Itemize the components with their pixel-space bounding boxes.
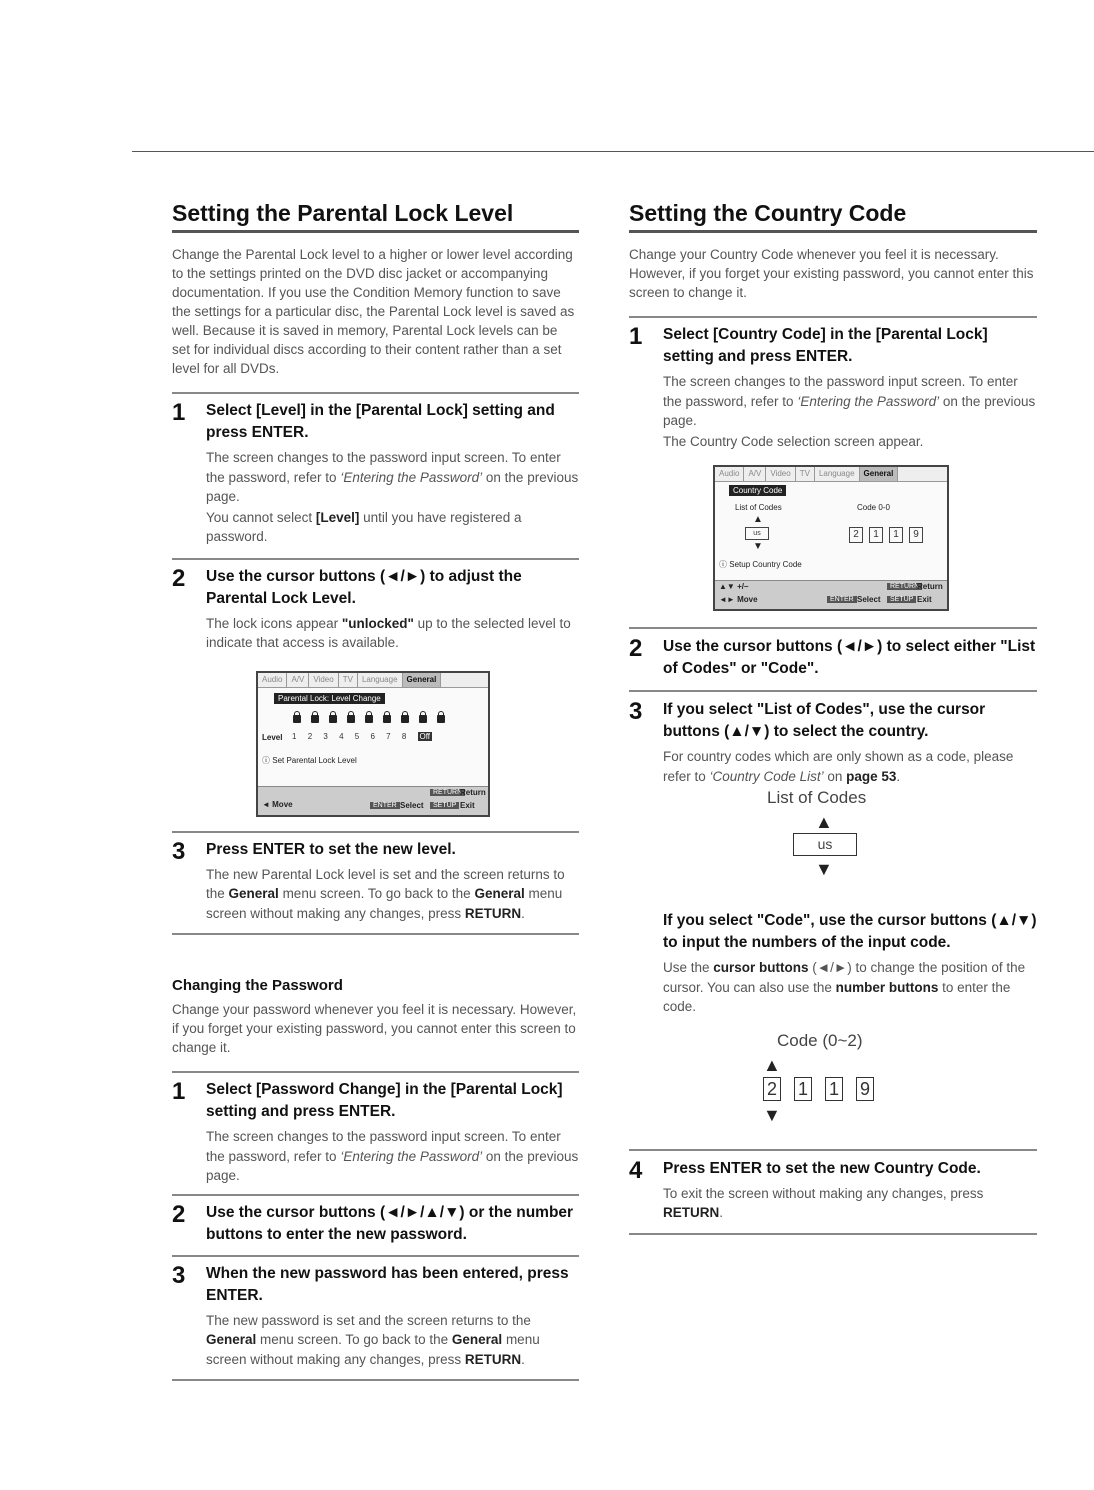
- country-step-3: [629, 699, 1037, 1143]
- lock-icon: [365, 715, 373, 723]
- code-label: Code 0-0: [857, 503, 890, 512]
- header-rule: [132, 151, 1094, 152]
- step-note: You cannot select [Level] until you have registered a password.: [206, 509, 522, 544]
- code-input-title: If you select "Code", use the cursor buttons (▲/▼) to input the numbers of the input code.: [663, 912, 1037, 951]
- step-title: When the new password has been entered, press ENTER.: [206, 1264, 569, 1304]
- code-digits: 2 1 1 9: [763, 1077, 887, 1101]
- step-title: Select [Country Code] in the [Parental Lock] setting and press ENTER.: [663, 326, 988, 365]
- lock-icon: [329, 715, 337, 723]
- return-label: Return: [460, 787, 486, 797]
- country-step-2: [629, 636, 1037, 680]
- step-title: Press ENTER to set the new level.: [206, 840, 456, 858]
- step-title: Select [Level] in the [Parental Lock] setting and press ENTER.: [206, 402, 555, 441]
- lock-icon: [347, 715, 355, 723]
- country-step-1: [629, 324, 1037, 451]
- step-body: The new password is set and the screen returns to the General menu screen. To go back to the General menu screen without making any changes, press RETURN.: [206, 1312, 540, 1367]
- divider: [172, 392, 579, 394]
- parental-lock-screen: [256, 671, 490, 817]
- parental-lock-section: [172, 200, 579, 1381]
- screen-hint: ⓘ Setup Country Code: [719, 560, 802, 569]
- step-title: Use the cursor buttons (◄/►/▲/▼) or the number buttons to enter the new password.: [206, 1203, 574, 1243]
- step-3: [172, 839, 579, 924]
- tab-av: A/V: [744, 467, 766, 481]
- divider: [629, 1149, 1037, 1151]
- level-values: 1 2 3 4 5 6 7 8 Off: [292, 731, 431, 741]
- divider: [629, 627, 1037, 629]
- step-body: To exit the screen without making any changes, press RETURN.: [663, 1185, 984, 1220]
- section-title: Setting the Country Code: [629, 200, 1037, 233]
- password-title: Changing the Password: [172, 977, 343, 994]
- divider: [172, 558, 579, 560]
- screen-hint: ⓘ Set Parental Lock Level: [262, 755, 357, 765]
- step-number: 2: [172, 564, 186, 592]
- level-off: Off: [419, 731, 431, 741]
- divider: [172, 1255, 579, 1257]
- setup-key: SETUP: [430, 802, 459, 809]
- enter-key: ENTER: [827, 596, 857, 603]
- adjust-hint: ▲▼ +/–: [719, 582, 749, 591]
- list-of-codes-diagram: [663, 786, 1037, 900]
- step-body: The screen changes to the password input screen. To enter the password, refer to ‘Entering the Password’ on the previous page.: [663, 374, 1036, 428]
- tab-video: Video: [766, 467, 795, 481]
- screen-title: Country Code: [729, 485, 786, 496]
- step-note: The Country Code selection screen appear.: [663, 433, 924, 449]
- tab-audio: Audio: [715, 467, 744, 481]
- tab-tv: TV: [339, 673, 358, 687]
- lock-icon: [401, 715, 409, 723]
- lock-icon: [311, 715, 319, 723]
- tab-language: Language: [815, 467, 860, 481]
- code-title: Code (0~2): [777, 1030, 863, 1050]
- step-body: For country codes which are only shown as a code, please refer to ‘Country Code List’ on page 53.: [663, 749, 1014, 784]
- tab-language: Language: [358, 673, 403, 687]
- step-number: 3: [172, 1261, 186, 1289]
- step-body: The screen changes to the password input screen. To enter the password, refer to ‘Entering the Password’ on the previous page.: [206, 450, 579, 504]
- level-label: Level: [262, 732, 283, 742]
- lock-icon: [437, 715, 445, 723]
- list-value: us: [745, 527, 769, 540]
- up-arrow-icon: ▲: [815, 812, 833, 832]
- exit-label: Exit: [917, 595, 932, 604]
- screen-title: Parental Lock: Level Change: [274, 693, 385, 704]
- section-title: Setting the Parental Lock Level: [172, 200, 579, 233]
- step-number: 1: [172, 1078, 186, 1105]
- password-section: [172, 977, 579, 1381]
- down-arrow-icon: ▼: [815, 859, 833, 879]
- up-arrow-icon: ▲: [763, 1054, 781, 1075]
- lock-icons: [288, 715, 450, 725]
- step-body: The new Parental Lock level is set and the screen returns to the General menu screen. To go back to the General menu screen without making any changes, press RETURN.: [206, 866, 565, 921]
- enter-key: ENTER: [370, 802, 400, 809]
- divider: [172, 831, 579, 833]
- setup-key: SETUP: [887, 596, 916, 603]
- lock-icon: [293, 715, 301, 723]
- up-arrow-icon: ▲: [753, 514, 763, 525]
- tab-video: Video: [309, 673, 338, 687]
- divider: [629, 316, 1037, 318]
- step-number: 2: [172, 1200, 186, 1228]
- select-label: Select: [400, 800, 424, 810]
- list-of-codes-title: List of Codes: [767, 788, 867, 807]
- step-number: 1: [629, 323, 643, 350]
- move-hint: ◄► Move: [719, 595, 758, 604]
- step-number: 4: [629, 1156, 643, 1184]
- list-of-codes-value: us: [793, 833, 857, 856]
- step-title: Use the cursor buttons (◄/►) to adjust the Parental Lock Level.: [206, 567, 522, 607]
- tab-general: General: [860, 467, 899, 481]
- code-diagram: [663, 1017, 1037, 1143]
- step-body: The lock icons appear "unlocked" up to the selected level to indicate that access is available.: [206, 615, 571, 650]
- tab-audio: Audio: [258, 673, 287, 687]
- down-arrow-icon: ▼: [763, 1104, 781, 1125]
- step-number: 3: [172, 837, 186, 865]
- divider: [172, 933, 579, 935]
- step-2: [172, 566, 579, 653]
- tab-tv: TV: [796, 467, 815, 481]
- return-key: RETURN: [430, 789, 465, 796]
- divider: [172, 1379, 579, 1381]
- step-title: If you select "List of Codes", use the cursor buttons (▲/▼) to select the country.: [663, 701, 986, 740]
- step-1: [172, 400, 579, 547]
- lock-icon: [419, 715, 427, 723]
- country-code-section: [629, 200, 1037, 1235]
- password-step-2: [172, 1202, 579, 1246]
- section-intro: Change the Parental Lock level to a higher or lower level according to the settings printed on the DVD disc jacket or accompanying documentation. If you use the Condition Memory function to save the settings for a particular disc, the Parental Lock level is saved as well. Because it is saved in memory, Parental Lock levels can be set for individual discs according to their content rather than a set level for all DVDs.: [172, 247, 575, 376]
- move-hint: ◄ Move: [262, 799, 293, 809]
- tab-general: General: [403, 673, 442, 687]
- step-number: 1: [172, 399, 186, 426]
- step-title: Select [Password Change] in the [Parental Lock] setting and press ENTER.: [206, 1081, 563, 1120]
- down-arrow-icon: ▼: [753, 541, 763, 552]
- password-intro: Change your password whenever you feel it is necessary. However, if you forget your existing password, you cannot enter this screen to change it.: [172, 1002, 577, 1055]
- tab-av: A/V: [287, 673, 309, 687]
- step-body: The screen changes to the password input screen. To enter the password, refer to ‘Entering the Password’ on the previous page.: [206, 1129, 579, 1183]
- divider: [629, 690, 1037, 692]
- password-step-1: [172, 1079, 579, 1186]
- divider: [172, 1194, 579, 1196]
- screen-footer: [715, 580, 947, 609]
- exit-label: Exit: [460, 800, 475, 810]
- step-number: 2: [629, 635, 643, 662]
- divider: [629, 1233, 1037, 1235]
- code-digits: 2 1 1 9: [849, 527, 929, 543]
- return-label: Return: [917, 582, 943, 591]
- country-code-screen: [713, 465, 949, 611]
- list-of-codes-label: List of Codes: [735, 503, 782, 512]
- section-intro: Change your Country Code whenever you feel it is necessary. However, if you forget your existing password, you cannot enter this screen to change it.: [629, 247, 1034, 300]
- divider: [172, 1071, 579, 1073]
- country-step-4: [629, 1158, 1037, 1223]
- lock-icon: [383, 715, 391, 723]
- password-step-3: [172, 1263, 579, 1370]
- screen-tabs: [715, 467, 947, 482]
- step-title: Press ENTER to set the new Country Code.: [663, 1159, 981, 1177]
- step-number: 3: [629, 698, 643, 725]
- screen-footer: [258, 786, 488, 815]
- select-label: Select: [857, 595, 881, 604]
- return-key: RETURN: [887, 583, 922, 590]
- screen-tabs: [258, 673, 488, 688]
- step-title: Use the cursor buttons (◄/►) to select either "List of Codes" or "Code".: [663, 638, 1036, 677]
- code-input-body: Use the cursor buttons (◄/►) to change the position of the cursor. You can also use the number buttons to enter the code.: [663, 960, 1026, 1014]
